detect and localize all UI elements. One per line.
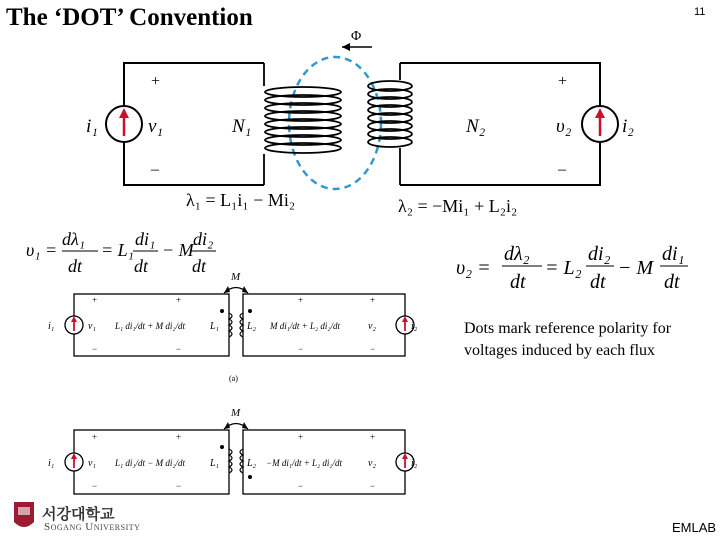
flux-indicator	[342, 29, 372, 51]
svg-text:i₂: i₂	[411, 321, 418, 332]
flux-path	[289, 57, 381, 189]
svg-text:υ₁ =: υ₁ =	[26, 240, 58, 260]
svg-text:= L₂: = L₂	[545, 257, 582, 279]
footer-lab: EMLAB	[672, 520, 717, 535]
label-N1: N₁	[232, 116, 252, 137]
svg-text:− M: − M	[618, 257, 654, 279]
label-i2: i₂	[622, 116, 634, 137]
svg-text:+: +	[298, 432, 304, 442]
svg-text:L₁ di₁/dt − M di₂/dt: L₁ di₁/dt − M di₂/dt	[115, 458, 185, 468]
svg-text:= L₁: = L₁	[101, 240, 134, 260]
polarity-dot	[220, 445, 224, 449]
svg-text:dλ₁: dλ₁	[62, 229, 86, 249]
svg-text:v₂: v₂	[368, 321, 376, 332]
svg-text:L₁ di₁/dt + M di₂/dt: L₁ di₁/dt + M di₂/dt	[115, 321, 185, 331]
svg-text:dt: dt	[664, 271, 680, 293]
svg-text:di₁: di₁	[135, 229, 156, 249]
flux-label: Φ	[351, 29, 362, 44]
svg-text:−: −	[298, 481, 304, 491]
label-v2: υ₂	[556, 116, 572, 137]
svg-text:dt: dt	[192, 256, 207, 276]
svg-text:i₁: i₁	[48, 458, 55, 469]
svg-text:−M di₁/dt + L₂ di₂/dt: −M di₁/dt + L₂ di₂/dt	[266, 458, 343, 468]
v1-equation	[26, 229, 216, 276]
svg-text:− M: − M	[162, 240, 194, 260]
svg-text:v₁: v₁	[88, 321, 96, 332]
svg-text:L₂: L₂	[247, 458, 257, 469]
svg-text:dλ₂: dλ₂	[504, 243, 530, 265]
svg-text:v₁: v₁	[88, 458, 96, 469]
svg-text:−: −	[92, 481, 98, 491]
svg-text:di₂: di₂	[193, 229, 214, 249]
svg-text:L₁: L₁	[210, 458, 220, 469]
dot-note	[464, 318, 714, 362]
svg-text:di₂: di₂	[588, 243, 611, 265]
svg-text:−: −	[176, 344, 182, 354]
svg-text:+: +	[370, 432, 376, 442]
svg-text:+: +	[298, 295, 304, 305]
circuit-a	[48, 271, 418, 383]
svg-text:+: +	[370, 295, 376, 305]
svg-text:+: +	[92, 295, 98, 305]
polarity-dot	[248, 309, 252, 313]
svg-text:v₂: v₂	[368, 458, 376, 469]
svg-text:+: +	[176, 432, 182, 442]
svg-text:υ₂ =: υ₂ =	[456, 257, 491, 279]
caption-a: (a)	[229, 374, 238, 383]
svg-text:i₁: i₁	[48, 321, 55, 332]
primary-coil	[264, 63, 341, 185]
circuit-b	[48, 407, 418, 494]
svg-text:i₂: i₂	[411, 458, 418, 469]
label-N2: N₂	[466, 116, 486, 137]
slide-title: The ‘DOT’ Convention	[6, 4, 253, 31]
svg-text:dt: dt	[510, 271, 526, 293]
plus-sign: +	[151, 73, 161, 90]
mutual-label: M	[231, 407, 241, 419]
university-emblem-icon	[14, 502, 34, 527]
page-number: 11	[694, 6, 706, 18]
v2-equation	[456, 243, 688, 293]
svg-text:L₂: L₂	[247, 321, 257, 332]
svg-text:dt: dt	[68, 256, 83, 276]
lambda1-equation: λ₁ = L₁i₁ − Mi₂	[186, 190, 296, 210]
svg-text:−: −	[298, 344, 304, 354]
university-name-korean: 서강대학교	[42, 505, 115, 523]
secondary-loop	[400, 63, 618, 185]
svg-text:M di₁/dt + L₂ di₂/dt: M di₁/dt + L₂ di₂/dt	[270, 321, 340, 331]
svg-text:dt: dt	[590, 271, 606, 293]
polarity-dot	[220, 309, 224, 313]
polarity-dot	[248, 475, 252, 479]
lambda2-equation: λ₂ = −Mi₁ + L₂i₂	[398, 196, 518, 216]
label-i1: i₁	[86, 116, 98, 137]
secondary-coil	[368, 63, 412, 185]
mutual-label: M	[231, 271, 241, 283]
minus-sign: –	[558, 161, 566, 178]
svg-text:−: −	[370, 481, 376, 491]
svg-text:−: −	[370, 344, 376, 354]
svg-text:−: −	[176, 481, 182, 491]
note-line-1: Dots mark reference polarity for	[464, 320, 672, 337]
note-line-2: voltages induced by each flux	[464, 342, 656, 359]
svg-text:+: +	[176, 295, 182, 305]
svg-text:dt: dt	[134, 256, 149, 276]
label-v1: v₁	[148, 116, 164, 137]
svg-text:di₁: di₁	[662, 243, 685, 265]
svg-text:L₁: L₁	[210, 321, 220, 332]
minus-sign: –	[151, 161, 159, 178]
svg-text:−: −	[92, 344, 98, 354]
university-name-english: Sogang University	[44, 521, 141, 533]
svg-text:+: +	[92, 432, 98, 442]
plus-sign: +	[558, 73, 568, 90]
